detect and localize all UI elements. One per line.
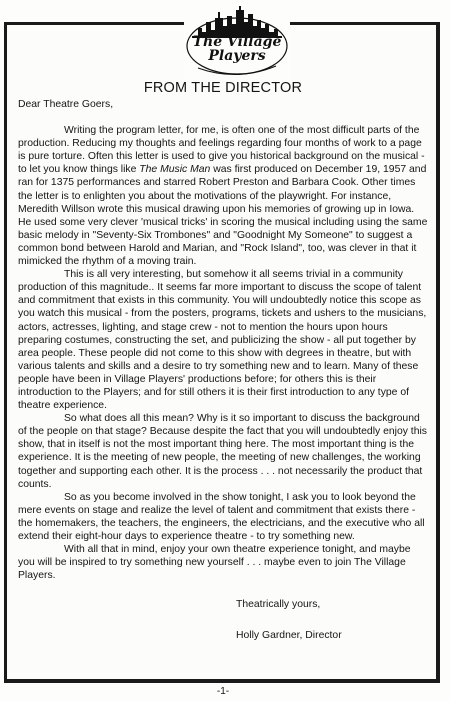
paragraph-5: With all that in mind, enjoy your own theatre experience tonight, and maybe you will be inspired to try something new yourself . . . maybe even to join The Village Players.: [18, 544, 411, 582]
paragraph-1: [18, 124, 430, 268]
show-title: The Music Man: [139, 164, 211, 176]
logo-line-players: Players: [208, 48, 266, 64]
paragraph-1-part-b: was first produced on December 19, 1957 and ran for 1375 performances and starred Robert Preston and Barbara Cook. Other times the letter is to enlighten you about the motivations of the playwright. For instance, Meredith Willson wrote this musical drawing upon his memories of growing up in Iowa. He used some very clever 'musical tricks' in scoring the musical including using the same basic melody in "Seventy-Six Trombones" and "Goodnight My Someone" to suggest a common bond between Harold and Marian, and "Rock Island", too, was clever in that it mimicked the rhythm of a moving train.: [18, 164, 428, 268]
paragraph-1-part-a: Writing the program letter, for me, is often one of the most difficult parts of the production. Reducing my thoughts and feelings regarding four months of work to a page is pure torture. Often this letter is used to give you historical background on the musical - to let you know things like: [18, 125, 425, 176]
paragraph-2: This is all very interesting, but somehow it all seems trivial in a community production of this magnitude.. It seems far more important to discuss the scope of talent and commitment that exists in this community. You will undoubtedly notice this scope as you watch this musical - from the posters, programs, tickets and ushers to the musicians, actors, actresses, lighting, and stage crew - not to mention the hours upon hours preparing costumes, constructing the set, and publicizing the show - all put together by area people. These people did not come to this show with degrees in theatre, but with various talents and skills and a desire to try something new and to learn. Many of these people have been in Village Players' productions before; for others this is their introduction to the Players; and for still others it is their first introduction to any type of theatre experience.: [18, 269, 427, 412]
paragraph-4: So as you become involved in the show tonight, I ask you to look beyond the mere events on stage and realize the level of talent and commitment that exists there - the homemakers, the teachers, the engineers, the electricians, and the executive who all extend their eight-hour days to experience theatre - to try something new.: [18, 491, 425, 542]
closing: Theatrically yours,: [236, 599, 321, 611]
salutation: Dear Theatre Goers,: [18, 99, 114, 110]
page-title: FROM THE DIRECTOR: [143, 80, 303, 96]
page-number: -1-: [216, 686, 230, 697]
village-players-logo: [184, 2, 290, 80]
paragraph-3: So what does all this mean? Why is it so important to discuss the background of the people on that stage? Because despite the fact that you will undoubtedly enjoy this show, that in itself is not the most important thing here. The most important thing is the experience. It is the meeting of new people, the meeting of new challenges, the working together and supporting each other. It is the process . . . not necessarily the product that counts.: [18, 413, 427, 490]
signature: Holly Gardner, Director: [236, 630, 342, 642]
logo-line-village: The Village: [192, 34, 282, 50]
director-letter: [18, 98, 430, 643]
